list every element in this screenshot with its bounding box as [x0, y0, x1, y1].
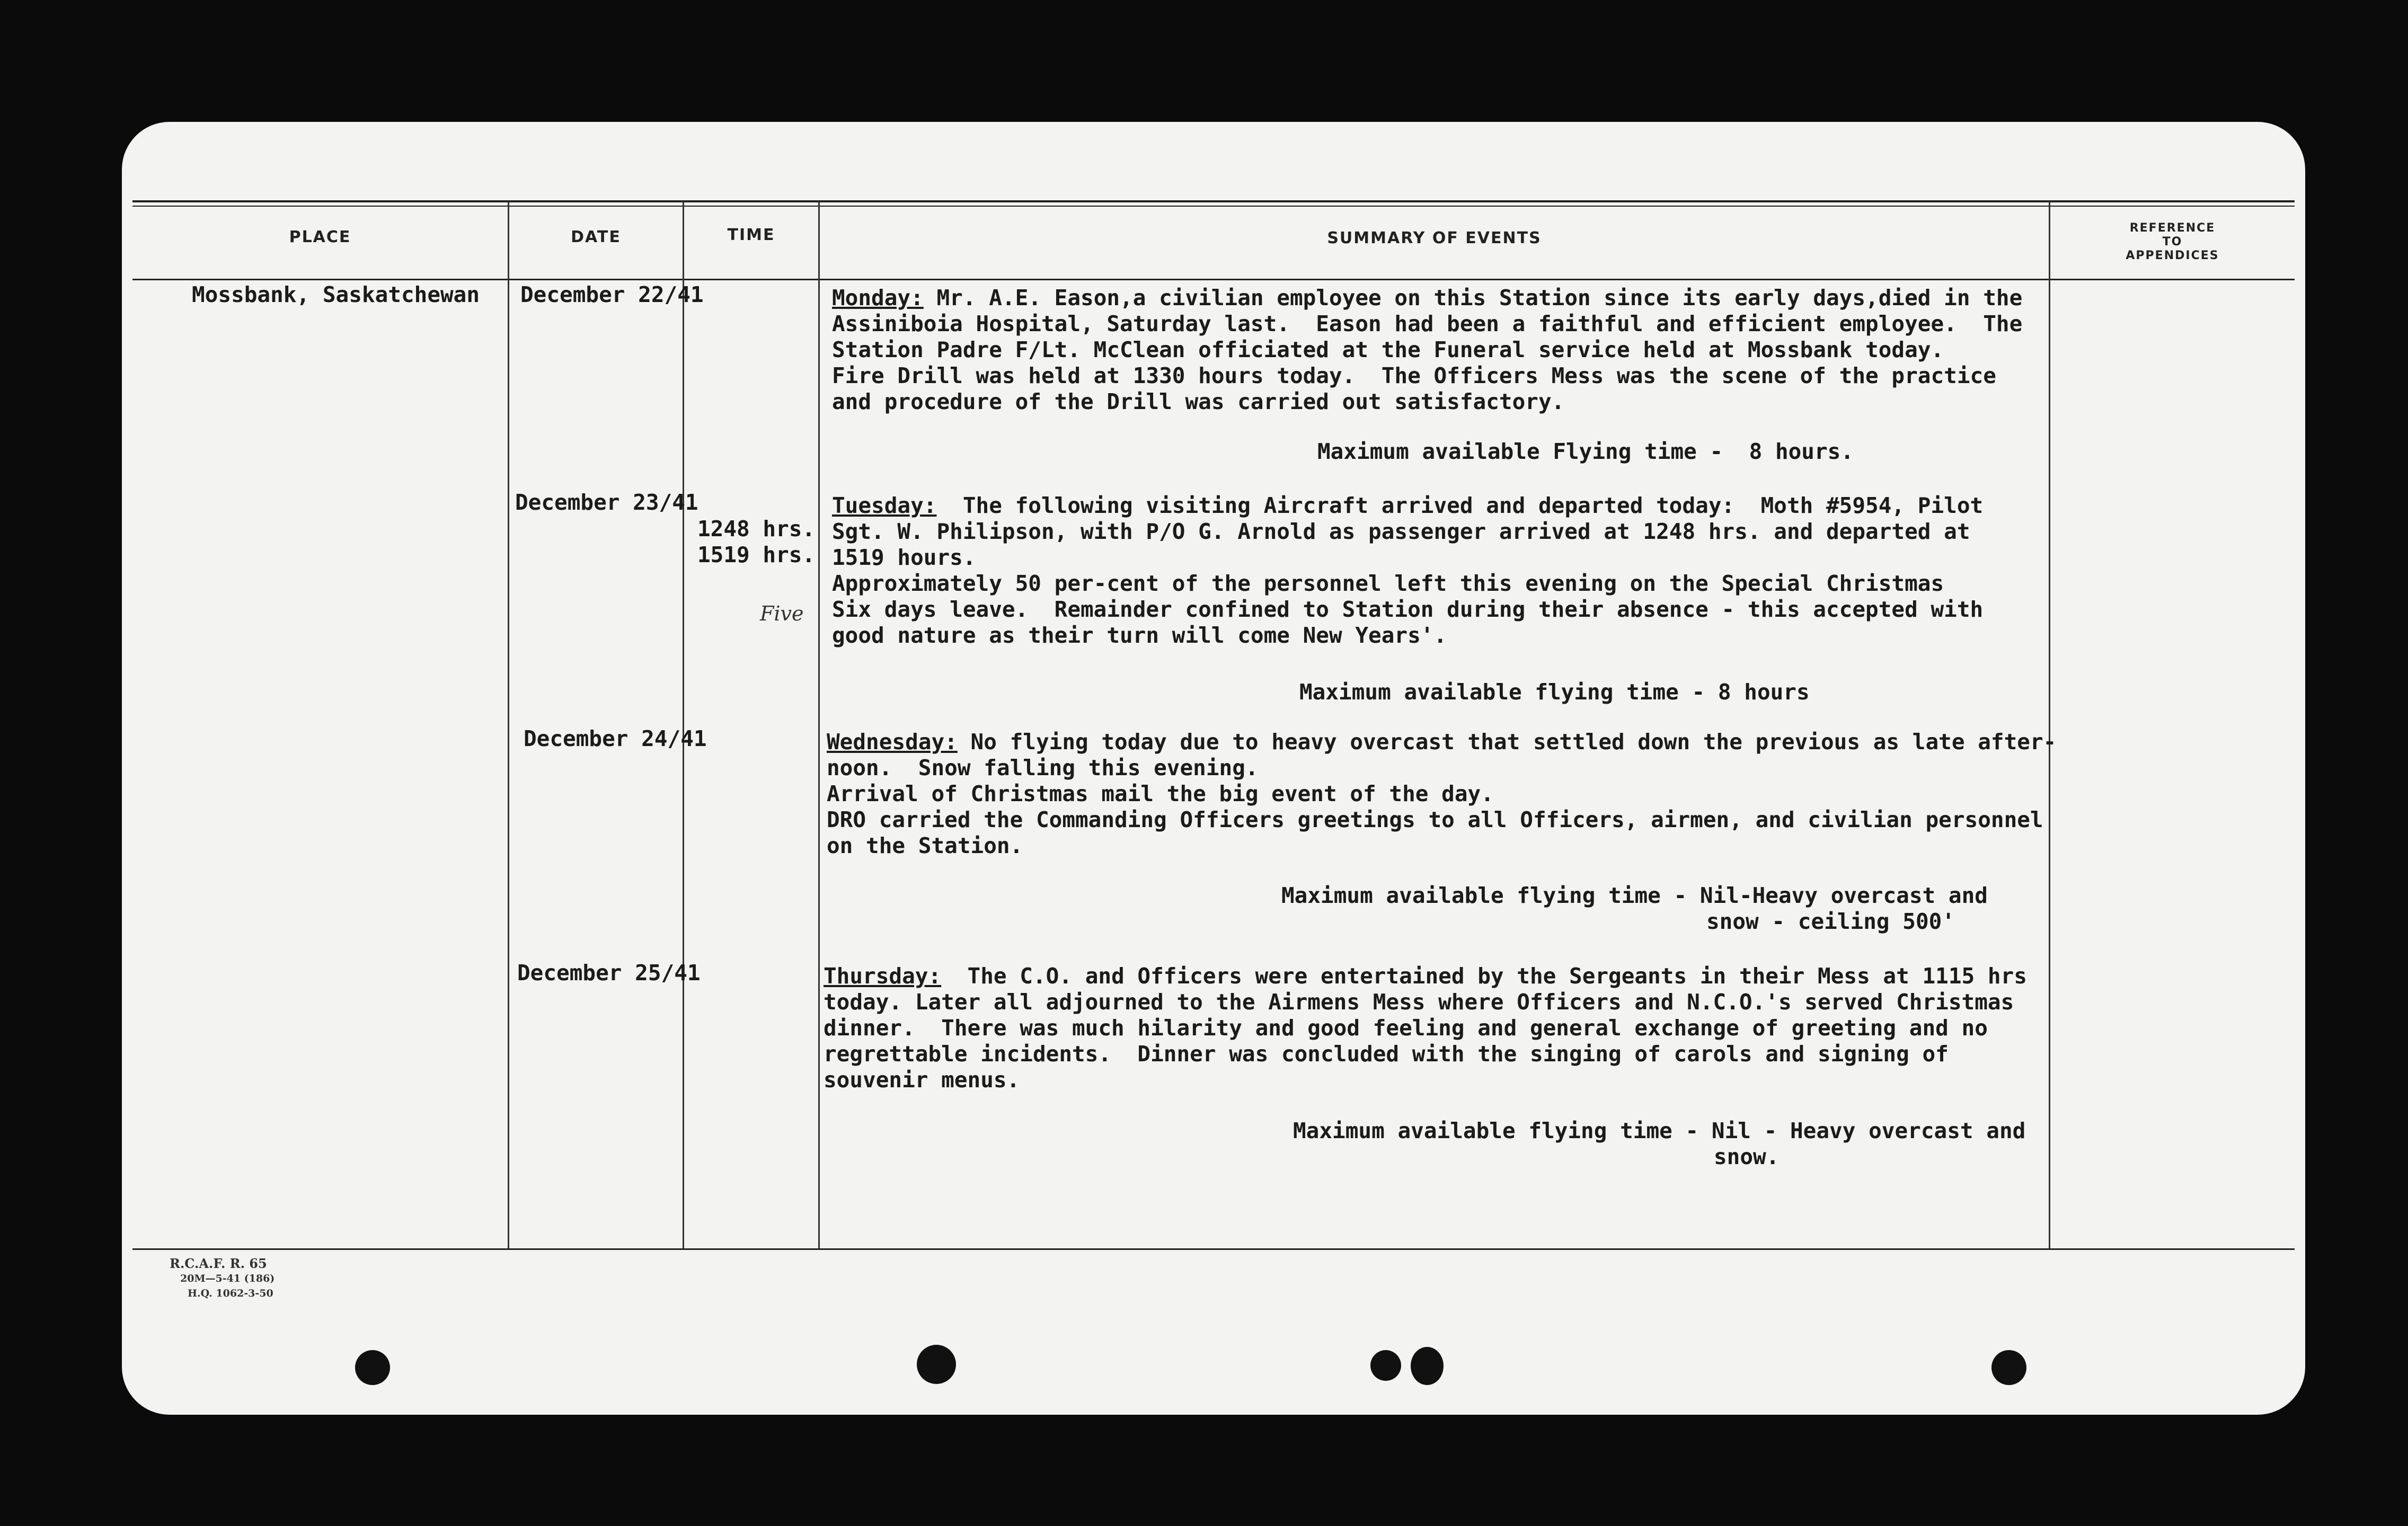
header-summary: SUMMARY OF EVENTS [1327, 229, 1542, 247]
max-flying-time: Maximum available flying time - 8 hours [1299, 679, 1810, 705]
max-flying-time: Maximum available Flying time - 8 hours. [1317, 439, 1854, 464]
date-dec-25: December 25/41 [517, 960, 701, 986]
entry-line: No flying today due to heavy overcast that settled down the previous as late after- [957, 729, 2057, 755]
entry-line: on the Station. [827, 833, 1023, 858]
entry-line: 1519 hours. [832, 545, 976, 570]
bottom-rule [132, 1248, 2295, 1250]
hq-code: H.Q. 1062-3-50 [188, 1288, 273, 1299]
header-date: DATE [571, 228, 621, 246]
top-rule-thin [132, 206, 2295, 207]
punch-hole [1411, 1347, 1444, 1385]
entry-line: and procedure of the Drill was carried out satisfactory. [832, 389, 1565, 414]
entry-line: Station Padre F/Lt. McClean officiated at the Funeral service held at Mossbank today. [832, 337, 1944, 362]
date-dec-24: December 24/41 [524, 726, 707, 751]
entry-line: regrettable incidents. Dinner was concluded with the singing of carols and signing of [824, 1041, 1949, 1067]
max-flying-time: Maximum available flying time - Nil - Heavy overcast and [1293, 1118, 2026, 1143]
day-thursday: Thursday: [824, 963, 942, 989]
entry-line: Arrival of Christmas mail the big event of the day. [827, 781, 1494, 806]
punch-hole [1991, 1350, 2026, 1385]
form-number: R.C.A.F. R. 65 [170, 1256, 267, 1271]
punch-hole [917, 1345, 956, 1384]
entry-line: Approximately 50 per-cent of the personnel left this evening on the Special Christmas [832, 571, 1944, 596]
entry-line: Sgt. W. Philipson, with P/O G. Arnold as passenger arrived at 1248 hrs. and departed at [832, 519, 1970, 544]
punch-hole [1370, 1350, 1401, 1381]
handwritten-note: Five [760, 602, 804, 625]
header-rule [132, 279, 2295, 280]
max-flying-time: Maximum available flying time - Nil-Heavy overcast and [1281, 883, 1988, 908]
print-code: 20M—5-41 (186) [180, 1273, 275, 1284]
date-dec-22: December 22/41 [520, 282, 704, 307]
date-divider [683, 201, 684, 1248]
max-flying-time-cont: snow - ceiling 500' [1706, 909, 1955, 934]
entry-line: dinner. There was much hilarity and good feeling and general exchange of greeting and no [824, 1015, 1988, 1041]
entry-line: The C.O. and Officers were entertained by the Sergeants in their Mess at 1115 hrs [941, 963, 2027, 989]
day-tuesday: Tuesday: [832, 493, 937, 518]
place-divider [508, 201, 509, 1248]
header-reference: REFERENCE TO APPENDICES [2126, 221, 2219, 262]
time-divider [818, 201, 820, 1248]
entry-line: souvenir menus. [824, 1067, 1020, 1093]
header-time: TIME [727, 226, 775, 244]
entry-line: Six days leave. Remainder confined to Station during their absence - this accepted with [832, 597, 1984, 622]
top-rule [132, 200, 2295, 202]
day-monday: Monday: [832, 285, 924, 310]
place-value: Mossbank, Saskatchewan [192, 282, 480, 307]
summary-divider [2049, 201, 2050, 1248]
entry-line: today. Later all adjourned to the Airmens Mess where Officers and N.C.O.'s served Christmas [824, 989, 2014, 1015]
war-diary-form [122, 122, 2305, 1415]
entry-line: DRO carried the Commanding Officers greetings to all Officers, airmen, and civilian personnel [827, 807, 2043, 832]
entry-line: The following visiting Aircraft arrived and departed today: Moth #5954, Pilot [936, 493, 1984, 518]
punch-hole [355, 1350, 390, 1385]
entry-line: good nature as their turn will come New Years'. [832, 623, 1447, 648]
entry-line: noon. Snow falling this evening. [827, 755, 1259, 780]
day-wednesday: Wednesday: [827, 729, 958, 755]
entry-line: Assiniboia Hospital, Saturday last. Eason had been a faithful and efficient employee. The [832, 311, 2023, 336]
date-dec-23: December 23/41 [515, 490, 698, 515]
entry-line: Mr. A.E. Eason,a civilian employee on this Station since its early days,died in the [923, 285, 2023, 310]
entry-line: Fire Drill was held at 1330 hours today. The Officers Mess was the scene of the practice [832, 363, 1996, 388]
header-place: PLACE [289, 228, 351, 246]
time-value: 1248 hrs. [697, 516, 816, 542]
time-value: 1519 hrs. [697, 542, 816, 567]
max-flying-time-cont: snow. [1714, 1144, 1780, 1169]
